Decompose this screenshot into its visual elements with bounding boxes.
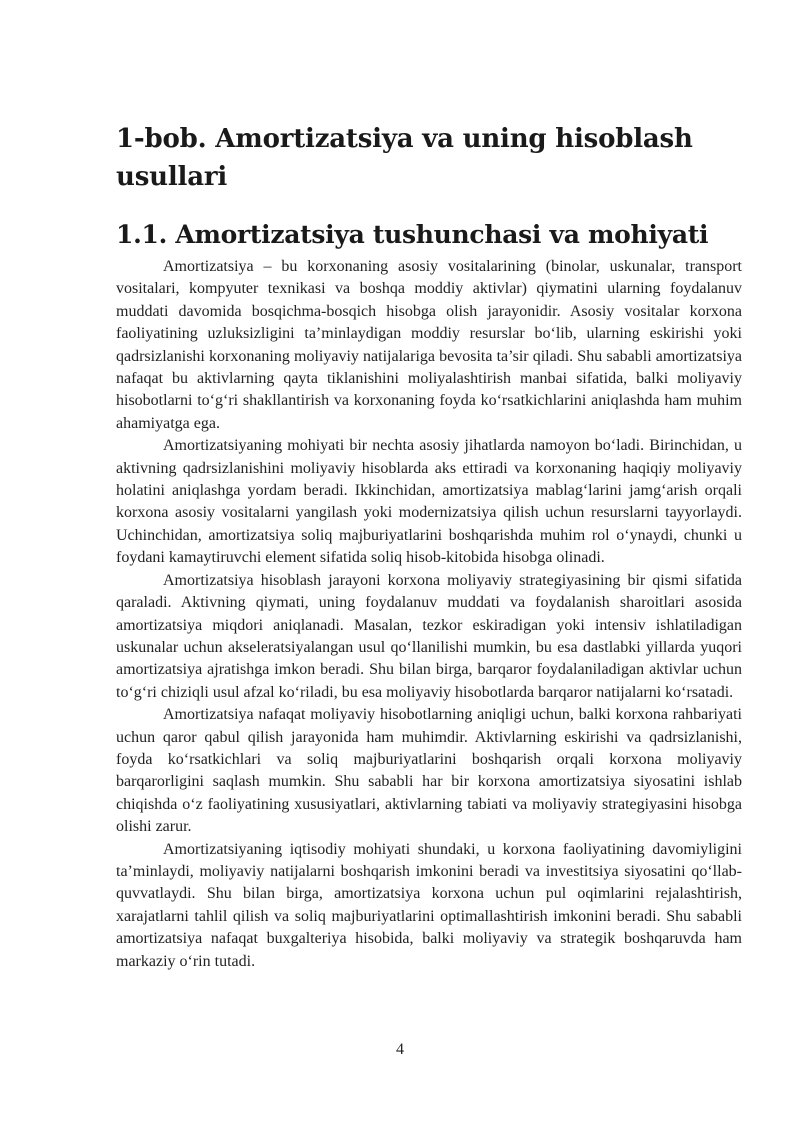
page-content [116,120,742,973]
paragraph-4: Amortizatsiya nafaqat moliyaviy hisobotlarning aniqligi uchun, balki korxona rahbariyati uchun qaror qabul qilish jarayonida ham muhimdir. Aktivlarning eskirishi va qadrsizlanishi, foyda ko‘rsatkichlari va soliq majburiyatlarini boshqarish orqali korxona moliyaviy barqarorligini saqlash mumkin. Shu sababli har bir korxona amortizatsiya siyosatini ishlab chiqishda o‘z faoliyatining xususiyatlari, aktivlarning tabiati va moliyaviy strategiyasini hisobga olishi zarur. [116,706,742,836]
paragraph-5: Amortizatsiyaning iqtisodiy mohiyati shundaki, u korxona faoliyatining davomiyligini ta’minlaydi, moliyaviy natijalarni boshqarish imkonini beradi va investitsiya siyosatini qo‘llab-quvvatlaydi. Shu bilan birga, amortizatsiya korxona uchun pul oqimlarini rejalashtirish, xarajatlarni tahlil qilish va soliq majburiyatlarini optimallashtirish imkonini beradi. Shu sababli amortizatsiya nafaqat buxgalteriya hisobida, balki moliyaviy va strategik boshqaruvda ham markaziy o‘rin tutadi. [116,840,742,970]
chapter-title: 1-bob. Amortizatsiya va uning hisoblash usullari [116,124,693,192]
paragraph-2: Amortizatsiyaning mohiyati bir nechta asosiy jihatlarda namoyon bo‘ladi. Birinchidan, u aktivning qadrsizlanishini moliyaviy hisoblarda aks ettiradi va korxonaning haqiqiy moliyaviy holatini aniqlashga yordam beradi. Ikkinchidan, amortizatsiya mablag‘larini jamg‘arish orqali korxona asosiy vositalarni yangilash yoki modernizatsiya qilish uchun resurslarni tayyorlaydi. Uchinchidan, amortizatsiya soliq majburiyatlarini boshqarishda muhim rol o‘ynaydi, chunki u foydani kamaytiruvchi element sifatida soliq hisob-kitobida hisobga olinadi. [116,437,742,567]
page-number: 4 [396,1041,404,1058]
section-title: 1.1. Amortizatsiya tushunchasi va mohiyati [116,220,709,249]
paragraph-3: Amortizatsiya hisoblash jarayoni korxona moliyaviy strategiyasining bir qismi sifatida qaraladi. Aktivning qiymati, uning foydalanuv muddati va foydalanish sharoitlari asosida amortizatsiya miqdori aniqlanadi. Masalan, tezkor eskiradigan yoki intensiv ishlatiladigan uskunalar uchun akseleratsiyalangan usul qo‘llanilishi mumkin, bu esa dastlabki yillarda yuqori amortizatsiya ajratishga imkon beradi. Shu bilan birga, barqaror foydalaniladigan aktivlar uchun to‘g‘ri chiziqli usul afzal ko‘riladi, bu esa moliyaviy hisobotlarda barqaror natijalarni ko‘rsatadi. [116,571,742,701]
paragraph-1: Amortizatsiya – bu korxonaning asosiy vositalarining (binolar, uskunalar, transport vositalari, kompyuter texnikasi va boshqa moddiy aktivlar) qiymatini ularning foydalanuv muddati davomida bosqichma-bosqich hisobga olish jarayonidir. Asosiy vositalar korxona faoliyatining uzluksizligini ta’minlaydigan moddiy resurslar bo‘lib, ularning eskirishi yoki qadrsizlanishi korxonaning moliyaviy natijalariga bevosita ta’sir qiladi. Shu sababli amortizatsiya nafaqat bu aktivlarning qayta tiklanishini moliyalashtirish manbai sifatida, balki moliyaviy hisobotlarni to‘g‘ri shakllantirish va korxonaning foyda ko‘rsatkichlarini aniqlashda ham muhim ahamiyatga ega. [116,258,742,432]
